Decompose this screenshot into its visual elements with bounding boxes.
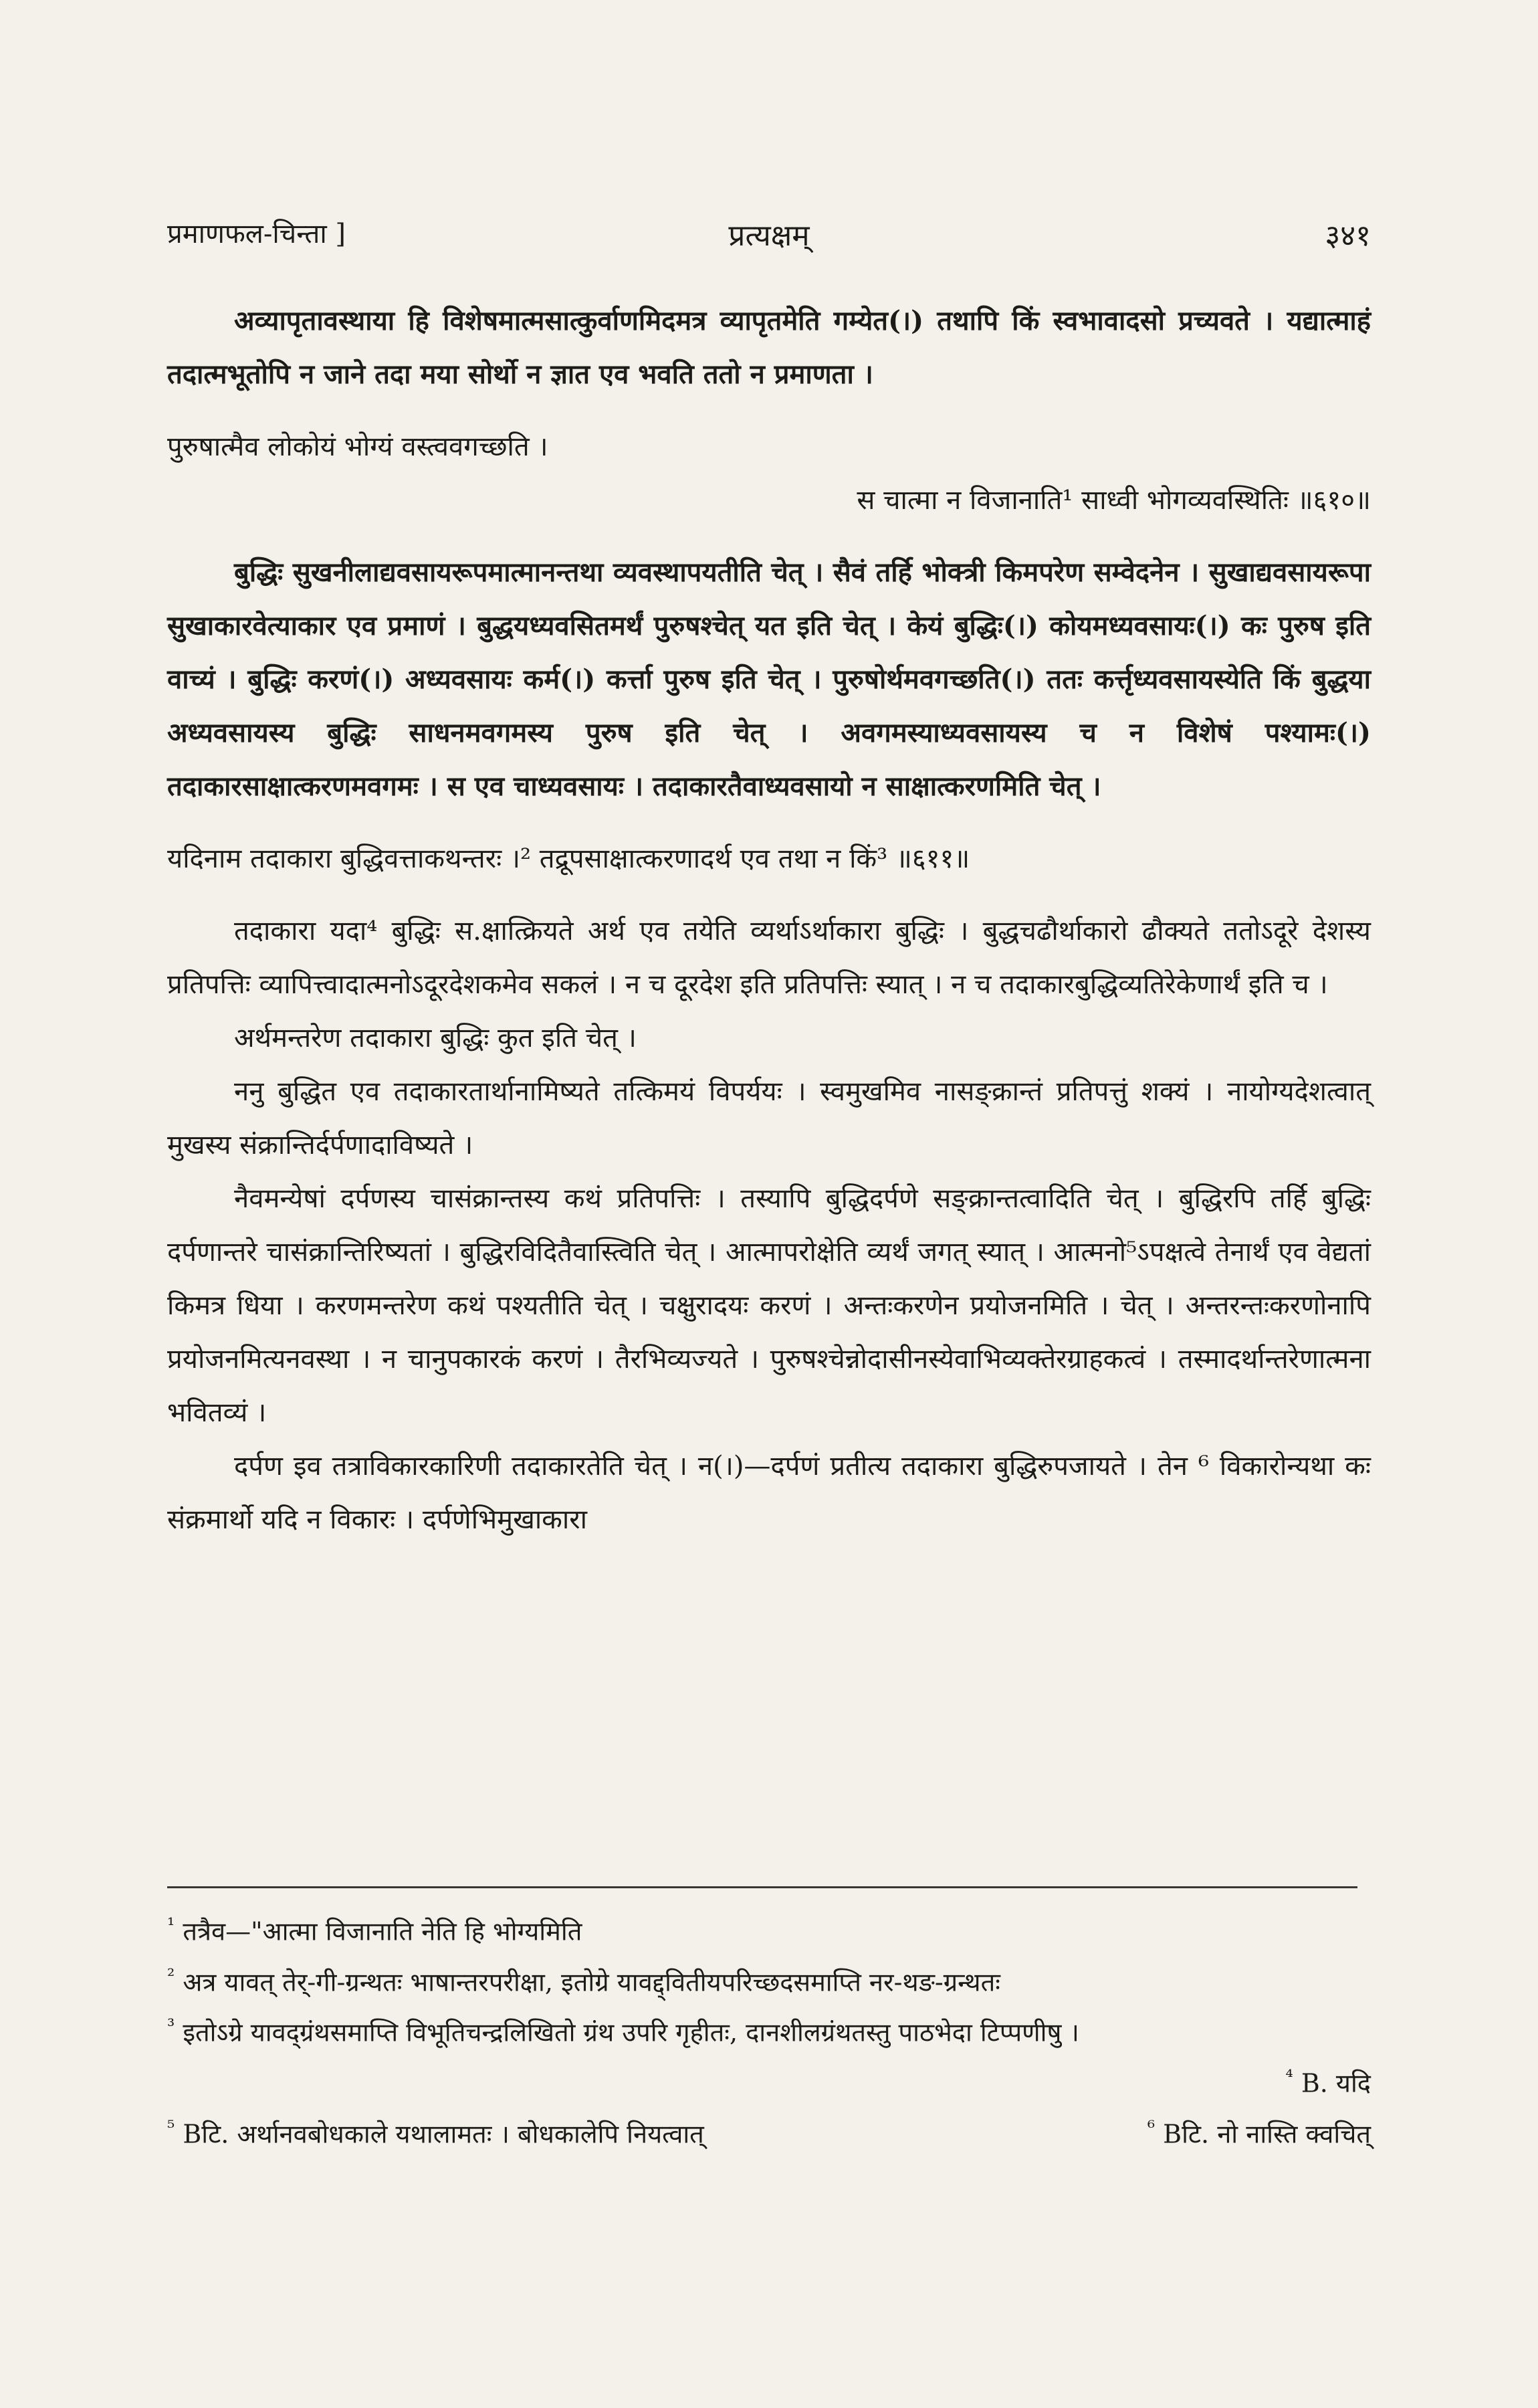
footnote-1 — [167, 1903, 1371, 1954]
paragraph-6: नैवमन्येषां दर्पणस्य चासंक्रान्तस्य कथं प्रतिपत्तिः । तस्यापि बुद्धिदर्पणे सङ्क्रान्तत्वादिति चेत् । बुद्धिरपि तर्हि बुद्धिः दर्पणान्तरे चासंक्रान्तिरिष्यतां । बुद्धिरविदितैवास्त्विति चेत् । आत्मापरोक्षेति व्यर्थं जगत् स्यात् । आत्मनो⁵ऽपक्षत्वे तेनार्थं एव वेद्यतां किमत्र धिया । करणमन्तरेण कथं पश्यतीति चेत् । चक्षुरादयः करणं । अन्तःकरणेन प्रयोजनमिति । चेत् । अन्तरन्तःकरणोनापि प्रयोजनमित्यनवस्था । न चानुपकारकं करणं । तैरभिव्यज्यते । पुरुषश्चेन्नोदासीनस्येवाभिव्यक्तेरग्राहकत्वं । तस्मादर्थान्तरेणात्मना भवितव्यं । — [167, 1183, 1371, 1428]
header-chapter: प्रमाणफल-चिन्ता ] — [167, 219, 346, 249]
verse-610-line-2: स चात्मा न विजानाति¹ साध्वी भोगव्यवस्थितिः ॥६१०॥ — [857, 485, 1371, 516]
footnote-row-5-6 — [167, 2106, 1371, 2156]
footnote-5-marker: ⁵ — [167, 2116, 175, 2138]
verse-611: यदिनाम तदाकारा बुद्धिवत्ताकथन्तरः ।² तद्रूपसाक्षात्करणादर्थ एव तथा न किं³ ॥६११॥ — [167, 843, 970, 874]
paragraph-7: दर्पण इव तत्राविकारकारिणी तदाकारतेति चेत् । न(।)—दर्पणं प्रतीत्य तदाकारा बुद्धिरुपजायते । तेन ⁶ विकारोन्यथा कः संक्रमार्थो यदि न विकारः । दर्पणेभिमुखाकारा — [167, 1451, 1371, 1535]
footnote-3 — [167, 2004, 1371, 2055]
footnote-5 — [167, 2106, 704, 2156]
footnotes — [167, 1886, 1371, 2156]
footnote-4-text: B. यदि — [1301, 2068, 1371, 2098]
footnote-2-marker: ² — [167, 1964, 175, 1987]
main-text — [167, 294, 1371, 1546]
footnote-1-text: तत्रैव—"आत्मा विजानाति नेति हि भोग्यमिति — [183, 1916, 582, 1946]
footnote-2-text: अत्र यावत् तेर्-गी-ग्रन्थतः भाषान्तरपरीक्षा, इतोग्रे यावद्द्वितीयपरिच्छदसमाप्ति नर-थङ-ग्रन्थतः — [183, 1967, 1000, 1997]
header-title: प्रत्यक्षम् — [728, 219, 810, 253]
verse-610-line-1: पुरुषात्मैव लोकोयं भोग्यं वस्त्ववगच्छति । — [167, 431, 548, 462]
paragraph-4: अर्थमन्तरेण तदाकारा बुद्धिः कुत इति चेत् । — [234, 1023, 637, 1054]
footnote-5-text: Bटि. अर्थानवबोधकाले यथालामतः । बोधकालेपि नियत्वात् — [183, 2119, 704, 2149]
footnote-3-text: इतोऽग्रे यावद्ग्रंथसमाप्ति विभूतिचन्द्रलिखितो ग्रंथ उपरि गृहीतः, दानशीलग्रंथतस्तु पाठभेदा टिप्पणीषु । — [183, 2017, 1079, 2047]
paragraph-2: बुद्धिः सुखनीलाद्यवसायरूपमात्मानन्तथा व्यवस्थापयतीति चेत् । सैवं तर्हि भोक्त्री किमपरेण सम्वेदनेन । सुखाद्यवसायरूपा सुखाकारवेत्याकार एव प्रमाणं । बुद्धयध्यवसितमर्थं पुरुषश्चेत् यत इति चेत् । केयं बुद्धिः(।) कोयमध्यवसायः(।) कः पुरुष इति वाच्यं । बुद्धिः करणं(।) अध्यवसायः कर्म(।) कर्त्ता पुरुष इति चेत् । पुरुषोर्थमवगच्छति(।) ततः कर्त्तृध्यवसायस्येति किं बुद्धया अध्यवसायस्य बुद्धिः साधनमवगमस्य पुरुष इति चेत् । अवगमस्याध्यवसायस्य च न विशेषं पश्यामः(।) तदाकारसाक्षात्करणमवगमः । स एव चाध्यवसायः । तदाकारतैवाध्यवसायो न साक्षात्करणमिति चेत् । — [167, 557, 1371, 802]
footnote-6-marker: ⁶ — [1147, 2116, 1156, 2138]
footnote-3-marker: ³ — [167, 2015, 175, 2037]
footnote-1-marker: ¹ — [167, 1914, 175, 1936]
footnote-2 — [167, 1954, 1371, 2005]
page-number: ३४१ — [1325, 219, 1371, 253]
footnote-4-marker: ⁴ — [1285, 2065, 1293, 2088]
paragraph-1: अव्यापृतावस्थाया हि विशेषमात्मसात्कुर्वाणमिदमत्र व्यापृतमेति गम्येत(।) तथापि किं स्वभावादसो प्रच्यवते । यद्यात्माहं तदात्मभूतोपि न जाने तदा मया सोर्थो न ज्ञात एव भवति ततो न प्रमाणता । — [167, 305, 1371, 390]
footnote-6 — [1147, 2106, 1371, 2156]
footnote-6-text: Bटि. नो नास्ति क्वचित् — [1163, 2119, 1371, 2149]
footnote-rule — [167, 1886, 1357, 1888]
paragraph-5: ननु बुद्धित एव तदाकारतार्थानामिष्यते तत्किमयं विपर्ययः । स्वमुखमिव नासङ्क्रान्तं प्रतिपत्तुं शक्यं । नायोग्यदेशत्वात् मुखस्य संक्रान्तिर्दर्पणादाविष्यते । — [167, 1076, 1371, 1161]
paragraph-3: तदाकारा यदा⁴ बुद्धिः स.क्षात्क्रियते अर्थ एव तयेति व्यर्थाऽर्थाकारा बुद्धिः । बुद्धचढौर्थाकारो ढौक्यते ततोऽदूरे देशस्य प्रतिपत्तिः व्यापित्त्वादात्मनोऽदूरदेशकमेव सकलं । न च दूरदेश इति प्रतिपत्तिः स्यात् । न च तदाकारबुद्धिव्यतिरेकेणार्थं इति च । — [167, 916, 1371, 1000]
running-header — [167, 214, 1371, 261]
footnote-4 — [167, 2055, 1371, 2106]
